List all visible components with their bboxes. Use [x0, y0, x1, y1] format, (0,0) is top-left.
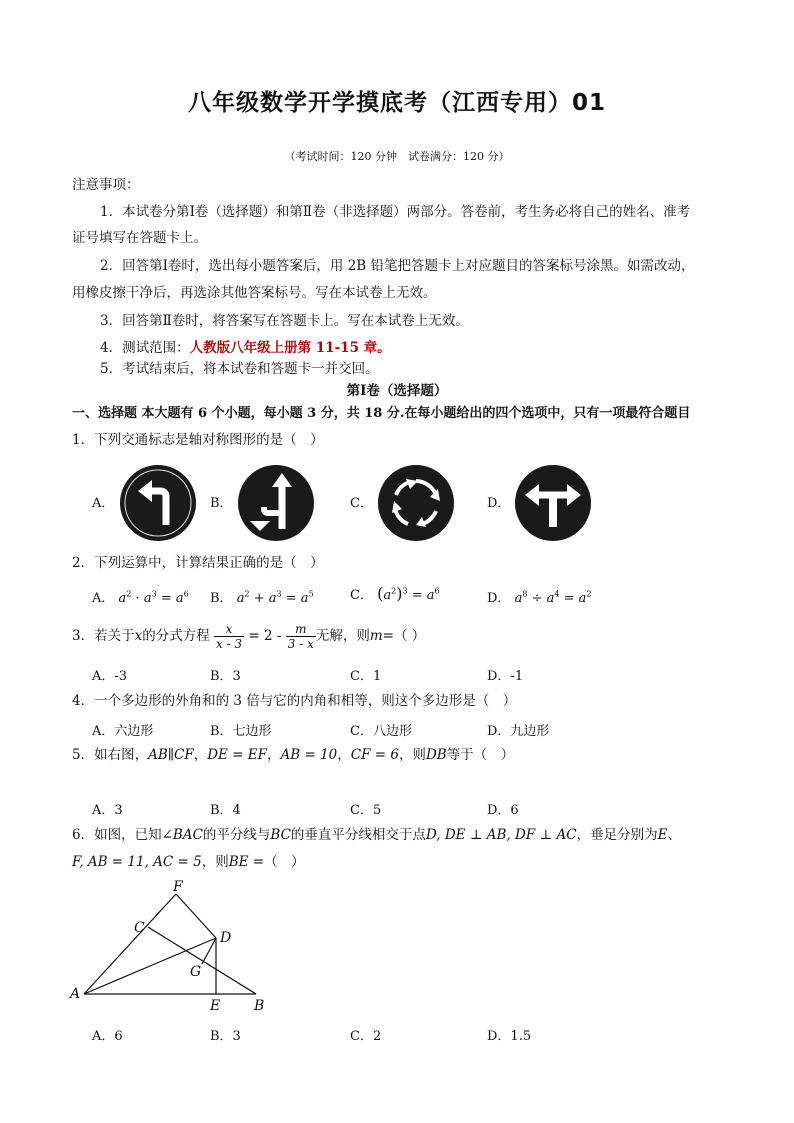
q3-option-d: D．-1: [487, 669, 524, 684]
q2-b-eq: =: [285, 591, 297, 606]
q3-frac2-num: m: [286, 622, 316, 637]
q2-c-exp1: 2: [391, 586, 397, 596]
label-a: A: [70, 986, 81, 1002]
q6-angle: ∠BAC: [161, 827, 203, 843]
q5-seg: DB: [425, 747, 447, 763]
q2-b-exp2: 3: [276, 589, 282, 599]
note-5: 5．考试结束后，将本试卷和答题卡一并交回。: [100, 361, 379, 377]
q3-var-x: x: [134, 628, 143, 644]
q3-fraction-2: [286, 622, 316, 651]
q2-d-eq: =: [563, 591, 575, 606]
q2-option-c: [350, 584, 440, 603]
q2-a-label: A．: [92, 591, 115, 606]
line-fd: [176, 894, 216, 938]
q5-stem-end: 等于（ ）: [446, 747, 515, 763]
q1-stem: 1．下列交通标志是轴对称图形的是（ ）: [72, 432, 324, 448]
label-e: E: [210, 998, 221, 1014]
q5-stem-mid: ，则: [398, 747, 426, 763]
q5-stem: [72, 746, 514, 765]
q6-stem-line-1: [72, 826, 681, 845]
q6-line1-mid3: ，垂足分别为: [576, 827, 658, 843]
q3-stem-prefix: 3．若关于: [72, 628, 135, 644]
q2-d-op: ÷: [531, 591, 543, 606]
q4-option-d: D．九边形: [487, 724, 550, 739]
q2-d-exp2: 4: [554, 589, 560, 599]
q5-option-a: A．3: [92, 803, 123, 818]
section-title: 第Ⅰ卷（选择题）: [346, 383, 448, 399]
q2-d-base2: a: [546, 591, 555, 606]
q2-option-d: [487, 587, 592, 606]
q6-line2-end: （ ）: [264, 854, 305, 870]
q2-c-base1: a: [383, 588, 392, 603]
q3-stem-end: =（ ）: [382, 628, 426, 644]
q6-option-d: D．1.5: [487, 1029, 532, 1044]
q6-line1-mid: 的平分线与: [202, 827, 271, 843]
section-instruction: 一、选择题 本大题有 6 个小题，每小题 3 分，共 18 分.在每小题给出的四个选项中，只有一项最符合题目: [72, 406, 691, 421]
q2-c-eq: =: [411, 588, 423, 603]
q3-option-a: A．-3: [92, 669, 128, 684]
note-1-line-2: 证号填写在答题卡上。: [72, 230, 207, 246]
q2-c-close-paren: ): [396, 584, 403, 603]
q6-seg-bc: BC: [270, 827, 291, 843]
q2-a-exp3: 6: [183, 589, 189, 599]
q3-option-b: B．3: [210, 669, 241, 684]
label-d: D: [220, 930, 232, 946]
q3-fraction-1: [214, 622, 244, 651]
q1-option-c-label: C．: [350, 496, 373, 511]
q5-cond-1: AB∥CF: [148, 747, 194, 763]
turn-left-sign-icon: [118, 463, 198, 543]
left-or-right-sign-icon: [513, 463, 593, 543]
q6-line1-end: 、: [667, 827, 681, 843]
q3-stem: [72, 622, 425, 651]
q5-option-b: B．4: [210, 803, 241, 818]
q3-stem-mid: 的分式方程: [142, 628, 210, 644]
q6-geometry-figure: [66, 878, 276, 1014]
q6-line2-vals: F, AB = 11, AC = 5: [72, 854, 202, 870]
q3-frac1-den: x - 3: [216, 637, 243, 651]
q2-c-open-paren: (: [377, 584, 384, 603]
q2-a-base1: a: [118, 591, 127, 606]
label-f: F: [173, 879, 183, 895]
q6-option-c: C．2: [350, 1029, 382, 1044]
q1-option-b-label: B．: [210, 496, 233, 511]
q5-sep-2: ，: [267, 747, 281, 763]
label-g: G: [190, 964, 202, 980]
label-c: C: [134, 920, 145, 936]
line-af: [84, 894, 176, 994]
q6-conds: D, DE ⊥ AB, DF ⊥ AC: [425, 827, 577, 843]
q2-b-label: B．: [210, 591, 233, 606]
q6-option-a: A．6: [92, 1029, 123, 1044]
q6-stem-line-2: [72, 853, 305, 872]
note-3: 3．回答第Ⅱ卷时，将答案写在答题卡上。写在本试卷上无效。: [100, 313, 469, 329]
straight-or-left-sign-icon: [236, 463, 316, 543]
q5-cond-3: AB = 10: [280, 747, 338, 763]
q2-a-base2: a: [143, 591, 152, 606]
q2-b-base1: a: [236, 591, 245, 606]
q5-option-d: D．6: [487, 803, 519, 818]
q3-eq-mid: = 2 -: [248, 628, 282, 644]
q6-line1-prefix: 6．如图，已知: [72, 827, 162, 843]
q5-cond-2: DE = EF: [207, 747, 267, 763]
q5-sep-3: ，: [337, 747, 351, 763]
q5-option-c: C．5: [350, 803, 382, 818]
q2-b-base2: a: [268, 591, 277, 606]
q4-stem: 4．一个多边形的外角和的 3 倍与它的内角和相等，则这个多边形是（ ）: [72, 693, 517, 709]
q2-a-exp2: 3: [151, 589, 157, 599]
note-2-line-2: 用橡皮擦干净后，再选涂其他答案标号。写在本试卷上无效。: [72, 285, 437, 301]
q2-c-base2: a: [426, 588, 435, 603]
q2-b-base3: a: [300, 591, 309, 606]
note-4-prefix: 4．测试范围：: [100, 340, 190, 356]
q3-stem-after: 无解，则: [315, 628, 370, 644]
q2-a-base3: a: [175, 591, 184, 606]
q2-b-exp3: 5: [308, 589, 314, 599]
q2-d-exp3: 2: [586, 589, 592, 599]
q2-b-op: +: [253, 591, 265, 606]
q2-stem: 2．下列运算中，计算结果正确的是（ ）: [72, 555, 324, 571]
q5-sep-1: ，: [193, 747, 208, 763]
q4-option-c: C．八边形: [350, 724, 412, 739]
q2-c-exp2: 6: [434, 586, 440, 596]
q2-d-label: D．: [487, 591, 511, 606]
q6-point-e: E: [657, 827, 668, 843]
note-4: [100, 339, 391, 358]
q6-ask: BE =: [228, 854, 265, 870]
q3-var-m: m: [369, 628, 383, 644]
q3-frac1-num: x: [214, 622, 244, 637]
line-dg: [202, 938, 216, 964]
q1-option-d-label: D．: [487, 496, 511, 511]
q4-option-b: B．七边形: [210, 724, 272, 739]
q5-stem-prefix: 5．如右图，: [72, 747, 149, 763]
page-title: 八年级数学开学摸底考（江西专用）01: [187, 90, 606, 116]
q1-option-a-label: A．: [92, 496, 115, 511]
q4-option-a: A．六边形: [92, 724, 154, 739]
q2-c-label: C．: [350, 588, 373, 603]
exam-info: （考试时间：120 分钟 试卷满分：120 分）: [284, 150, 510, 163]
test-range: 人教版八年级上册第 11-15 章: [189, 340, 378, 356]
q3-frac2-den: 3 - x: [287, 637, 314, 651]
q2-b-exp1: 2: [244, 589, 250, 599]
roundabout-sign-icon: [376, 463, 456, 543]
q2-c-exp-outer: 3: [402, 586, 408, 596]
q2-d-base3: a: [578, 591, 587, 606]
q2-a-op: ·: [135, 591, 140, 606]
q2-a-eq: =: [160, 591, 172, 606]
note-4-suffix: 。: [377, 340, 391, 356]
note-2-line-1: 2．回答第Ⅰ卷时，选出每小题答案后，用 2B 铅笔把答题卡上对应题目的答案标号涂黑。如需改动，: [100, 258, 695, 274]
q2-option-a: [92, 587, 189, 606]
q2-d-base1: a: [514, 591, 523, 606]
q2-a-exp1: 2: [126, 589, 132, 599]
q6-line2-mid: ，则: [201, 854, 229, 870]
q3-option-c: C．1: [350, 669, 382, 684]
q2-option-b: [210, 587, 314, 606]
label-b: B: [254, 998, 265, 1014]
q6-option-b: B．3: [210, 1029, 241, 1044]
notes-heading: 注意事项：: [72, 177, 140, 193]
q5-cond-4: CF = 6: [350, 747, 399, 763]
note-1-line-1: 1．本试卷分第Ⅰ卷（选择题）和第Ⅱ卷（非选择题）两部分。答卷前，考生务必将自己的姓名、准考: [100, 204, 691, 220]
q6-line1-mid2: 的垂直平分线相交于点: [290, 827, 426, 843]
q2-d-exp1: 8: [522, 589, 528, 599]
